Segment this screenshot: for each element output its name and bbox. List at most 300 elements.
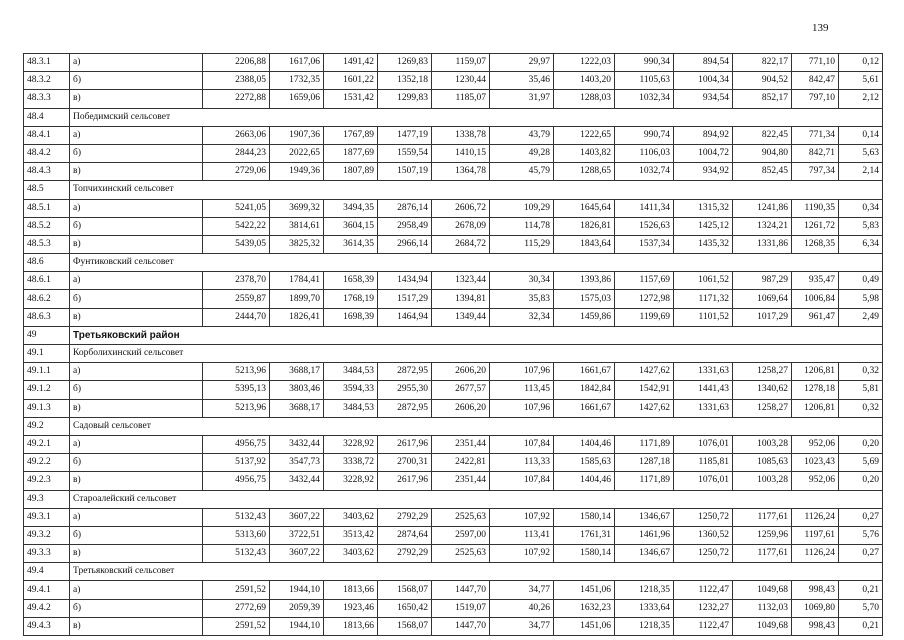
value-cell: 3338,72 <box>324 454 378 472</box>
value-cell: 3722,51 <box>270 526 324 544</box>
section-title: Победимский сельсовет <box>70 108 883 126</box>
table-row <box>24 217 883 235</box>
value-cell: 1230,44 <box>432 72 490 90</box>
row-code: 49.2 <box>24 417 70 435</box>
value-cell: 107,92 <box>490 545 554 563</box>
value-cell: 822,17 <box>733 54 792 72</box>
value-cell: 797,34 <box>792 163 839 181</box>
row-code: 49.4 <box>24 563 70 581</box>
value-cell: 1333,64 <box>615 599 674 617</box>
value-cell: 1331,63 <box>674 363 733 381</box>
value-cell: 1519,07 <box>432 599 490 617</box>
table-row <box>24 144 883 162</box>
value-cell: 1157,69 <box>615 272 674 290</box>
value-cell: 990,34 <box>615 54 674 72</box>
value-cell: 5,63 <box>839 144 883 162</box>
row-code: 49.2.3 <box>24 472 70 490</box>
value-cell: 1427,62 <box>615 399 674 417</box>
value-cell: 3607,22 <box>270 545 324 563</box>
table-row <box>24 472 883 490</box>
value-cell: 822,45 <box>733 126 792 144</box>
value-cell: 2617,96 <box>378 472 432 490</box>
value-cell: 894,54 <box>674 54 733 72</box>
value-cell: 1126,24 <box>792 545 839 563</box>
value-cell: 5,76 <box>839 526 883 544</box>
row-subitem: а) <box>70 126 203 144</box>
value-cell: 34,77 <box>490 581 554 599</box>
value-cell: 1259,96 <box>733 526 792 544</box>
value-cell: 3594,33 <box>324 381 378 399</box>
value-cell: 1004,34 <box>674 72 733 90</box>
value-cell: 2677,57 <box>432 381 490 399</box>
value-cell: 1393,86 <box>554 272 615 290</box>
value-cell: 1394,81 <box>432 290 490 308</box>
value-cell: 2422,81 <box>432 454 490 472</box>
value-cell: 5213,96 <box>203 399 270 417</box>
value-cell: 0,32 <box>839 399 883 417</box>
value-cell: 1542,91 <box>615 381 674 399</box>
row-code: 49.3.3 <box>24 545 70 563</box>
value-cell: 5313,60 <box>203 526 270 544</box>
section-title: Третьяковский сельсовет <box>70 563 883 581</box>
value-cell: 1288,65 <box>554 163 615 181</box>
value-cell: 1537,34 <box>615 235 674 253</box>
value-cell: 45,79 <box>490 163 554 181</box>
value-cell: 3432,44 <box>270 472 324 490</box>
value-cell: 1324,21 <box>733 217 792 235</box>
value-cell: 1171,89 <box>615 435 674 453</box>
value-cell: 1006,84 <box>792 290 839 308</box>
value-cell: 1338,78 <box>432 126 490 144</box>
value-cell: 113,45 <box>490 381 554 399</box>
value-cell: 5,98 <box>839 290 883 308</box>
value-cell: 1323,44 <box>432 272 490 290</box>
value-cell: 1261,72 <box>792 217 839 235</box>
value-cell: 1003,28 <box>733 472 792 490</box>
row-code: 49.4.3 <box>24 617 70 635</box>
value-cell: 1003,28 <box>733 435 792 453</box>
value-cell: 1732,35 <box>270 72 324 90</box>
value-cell: 107,84 <box>490 472 554 490</box>
table-row <box>24 399 883 417</box>
district-title: Третьяковский район <box>70 326 883 344</box>
value-cell: 3432,44 <box>270 435 324 453</box>
table-row <box>24 581 883 599</box>
table-row <box>24 363 883 381</box>
value-cell: 1447,70 <box>432 581 490 599</box>
value-cell: 5,69 <box>839 454 883 472</box>
value-cell: 32,34 <box>490 308 554 326</box>
value-cell: 0,20 <box>839 435 883 453</box>
row-subitem: б) <box>70 454 203 472</box>
value-cell: 894,92 <box>674 126 733 144</box>
value-cell: 1171,32 <box>674 290 733 308</box>
row-code: 49.1.3 <box>24 399 70 417</box>
value-cell: 1346,67 <box>615 545 674 563</box>
value-cell: 1346,67 <box>615 508 674 526</box>
value-cell: 3403,62 <box>324 508 378 526</box>
value-cell: 1049,68 <box>733 581 792 599</box>
page-number: 139 <box>812 22 829 34</box>
value-cell: 1427,62 <box>615 363 674 381</box>
value-cell: 2022,65 <box>270 144 324 162</box>
value-cell: 43,79 <box>490 126 554 144</box>
value-cell: 0,49 <box>839 272 883 290</box>
value-cell: 952,06 <box>792 435 839 453</box>
value-cell: 934,54 <box>674 90 733 108</box>
value-cell: 1132,03 <box>733 599 792 617</box>
value-cell: 1032,34 <box>615 90 674 108</box>
value-cell: 1085,63 <box>733 454 792 472</box>
row-code: 49.3 <box>24 490 70 508</box>
value-cell: 1185,07 <box>432 90 490 108</box>
value-cell: 1568,07 <box>378 581 432 599</box>
value-cell: 1258,27 <box>733 363 792 381</box>
row-subitem: в) <box>70 235 203 253</box>
value-cell: 1258,27 <box>733 399 792 417</box>
value-cell: 1122,47 <box>674 581 733 599</box>
value-cell: 842,47 <box>792 72 839 90</box>
row-code: 48.3.3 <box>24 90 70 108</box>
value-cell: 987,29 <box>733 272 792 290</box>
value-cell: 1197,61 <box>792 526 839 544</box>
row-subitem: б) <box>70 599 203 617</box>
value-cell: 1477,19 <box>378 126 432 144</box>
value-cell: 2872,95 <box>378 399 432 417</box>
value-cell: 1171,89 <box>615 472 674 490</box>
value-cell: 1190,35 <box>792 199 839 217</box>
value-cell: 2591,52 <box>203 581 270 599</box>
value-cell: 1949,36 <box>270 163 324 181</box>
value-cell: 1105,63 <box>615 72 674 90</box>
value-cell: 2525,63 <box>432 545 490 563</box>
row-code: 48.6.3 <box>24 308 70 326</box>
row-code: 48.4 <box>24 108 70 126</box>
table-row <box>24 508 883 526</box>
section-title: Староалейский сельсовет <box>70 490 883 508</box>
value-cell: 1364,78 <box>432 163 490 181</box>
table-body <box>24 54 883 636</box>
value-cell: 2378,70 <box>203 272 270 290</box>
value-cell: 1813,66 <box>324 581 378 599</box>
value-cell: 1767,89 <box>324 126 378 144</box>
value-cell: 1268,35 <box>792 235 839 253</box>
value-cell: 1023,43 <box>792 454 839 472</box>
value-cell: 2700,31 <box>378 454 432 472</box>
section-title: Садовый сельсовет <box>70 417 883 435</box>
value-cell: 1331,63 <box>674 399 733 417</box>
value-cell: 1645,64 <box>554 199 615 217</box>
value-cell: 1222,65 <box>554 126 615 144</box>
section-title: Топчихинский сельсовет <box>70 181 883 199</box>
value-cell: 1659,06 <box>270 90 324 108</box>
value-cell: 3513,42 <box>324 526 378 544</box>
value-cell: 5137,92 <box>203 454 270 472</box>
value-cell: 1899,70 <box>270 290 324 308</box>
row-subitem: в) <box>70 399 203 417</box>
value-cell: 1232,27 <box>674 599 733 617</box>
value-cell: 0,27 <box>839 508 883 526</box>
value-cell: 1122,47 <box>674 617 733 635</box>
value-cell: 1813,66 <box>324 617 378 635</box>
row-code: 49.1.1 <box>24 363 70 381</box>
value-cell: 1658,39 <box>324 272 378 290</box>
value-cell: 3228,92 <box>324 472 378 490</box>
value-cell: 1575,03 <box>554 290 615 308</box>
row-code: 48.5.3 <box>24 235 70 253</box>
value-cell: 5422,22 <box>203 217 270 235</box>
value-cell: 1206,81 <box>792 399 839 417</box>
value-cell: 115,29 <box>490 235 554 253</box>
value-cell: 3825,32 <box>270 235 324 253</box>
value-cell: 2606,20 <box>432 399 490 417</box>
value-cell: 1451,06 <box>554 617 615 635</box>
value-cell: 1447,70 <box>432 617 490 635</box>
value-cell: 1206,81 <box>792 363 839 381</box>
value-cell: 1441,43 <box>674 381 733 399</box>
value-cell: 1004,72 <box>674 144 733 162</box>
value-cell: 1177,61 <box>733 545 792 563</box>
row-code: 48.6.1 <box>24 272 70 290</box>
row-code: 48.3.1 <box>24 54 70 72</box>
value-cell: 5439,05 <box>203 235 270 253</box>
value-cell: 1461,96 <box>615 526 674 544</box>
value-cell: 852,17 <box>733 90 792 108</box>
row-subitem: а) <box>70 435 203 453</box>
value-cell: 5132,43 <box>203 545 270 563</box>
section-row <box>24 181 883 199</box>
table-row <box>24 526 883 544</box>
value-cell: 1049,68 <box>733 617 792 635</box>
value-cell: 35,83 <box>490 290 554 308</box>
value-cell: 1106,03 <box>615 144 674 162</box>
row-subitem: в) <box>70 308 203 326</box>
value-cell: 1411,34 <box>615 199 674 217</box>
section-row <box>24 345 883 363</box>
row-code: 49.2.2 <box>24 454 70 472</box>
row-code: 49.3.1 <box>24 508 70 526</box>
value-cell: 1076,01 <box>674 472 733 490</box>
table-row <box>24 599 883 617</box>
value-cell: 3614,35 <box>324 235 378 253</box>
value-cell: 990,74 <box>615 126 674 144</box>
value-cell: 1434,94 <box>378 272 432 290</box>
row-subitem: а) <box>70 272 203 290</box>
value-cell: 0,27 <box>839 545 883 563</box>
value-cell: 1526,63 <box>615 217 674 235</box>
value-cell: 1287,18 <box>615 454 674 472</box>
value-cell: 1272,98 <box>615 290 674 308</box>
value-cell: 0,32 <box>839 363 883 381</box>
value-cell: 1218,35 <box>615 617 674 635</box>
value-cell: 1126,24 <box>792 508 839 526</box>
row-code: 49.1 <box>24 345 70 363</box>
value-cell: 998,43 <box>792 581 839 599</box>
row-subitem: в) <box>70 472 203 490</box>
row-code: 48.3.2 <box>24 72 70 90</box>
value-cell: 1923,46 <box>324 599 378 617</box>
value-cell: 1661,67 <box>554 399 615 417</box>
value-cell: 114,78 <box>490 217 554 235</box>
value-cell: 1404,46 <box>554 472 615 490</box>
value-cell: 961,47 <box>792 308 839 326</box>
value-cell: 0,21 <box>839 617 883 635</box>
value-cell: 1069,64 <box>733 290 792 308</box>
value-cell: 952,06 <box>792 472 839 490</box>
value-cell: 1410,15 <box>432 144 490 162</box>
tariff-table <box>23 53 883 636</box>
value-cell: 2966,14 <box>378 235 432 253</box>
value-cell: 5241,05 <box>203 199 270 217</box>
value-cell: 1435,32 <box>674 235 733 253</box>
table-row <box>24 381 883 399</box>
value-cell: 1580,14 <box>554 508 615 526</box>
table-row <box>24 235 883 253</box>
row-subitem: б) <box>70 526 203 544</box>
value-cell: 1568,07 <box>378 617 432 635</box>
value-cell: 3494,35 <box>324 199 378 217</box>
value-cell: 1185,81 <box>674 454 733 472</box>
table-row <box>24 545 883 563</box>
value-cell: 1403,20 <box>554 72 615 90</box>
value-cell: 2597,00 <box>432 526 490 544</box>
value-cell: 1250,72 <box>674 508 733 526</box>
value-cell: 109,29 <box>490 199 554 217</box>
value-cell: 2678,09 <box>432 217 490 235</box>
value-cell: 3484,53 <box>324 363 378 381</box>
value-cell: 35,46 <box>490 72 554 90</box>
value-cell: 1425,12 <box>674 217 733 235</box>
row-code: 48.6.2 <box>24 290 70 308</box>
value-cell: 2059,39 <box>270 599 324 617</box>
value-cell: 1269,83 <box>378 54 432 72</box>
row-subitem: а) <box>70 508 203 526</box>
row-code: 48.4.3 <box>24 163 70 181</box>
row-subitem: б) <box>70 144 203 162</box>
value-cell: 904,52 <box>733 72 792 90</box>
row-subitem: а) <box>70 54 203 72</box>
value-cell: 2874,64 <box>378 526 432 544</box>
value-cell: 1340,62 <box>733 381 792 399</box>
value-cell: 1944,10 <box>270 617 324 635</box>
value-cell: 113,41 <box>490 526 554 544</box>
value-cell: 2663,06 <box>203 126 270 144</box>
value-cell: 3403,62 <box>324 545 378 563</box>
value-cell: 2684,72 <box>432 235 490 253</box>
value-cell: 1360,52 <box>674 526 733 544</box>
value-cell: 4956,75 <box>203 472 270 490</box>
value-cell: 5,61 <box>839 72 883 90</box>
section-row <box>24 108 883 126</box>
value-cell: 1507,19 <box>378 163 432 181</box>
row-code: 48.5.2 <box>24 217 70 235</box>
value-cell: 2206,88 <box>203 54 270 72</box>
value-cell: 3699,32 <box>270 199 324 217</box>
value-cell: 0,14 <box>839 126 883 144</box>
value-cell: 34,77 <box>490 617 554 635</box>
value-cell: 3484,53 <box>324 399 378 417</box>
value-cell: 1698,39 <box>324 308 378 326</box>
value-cell: 1278,18 <box>792 381 839 399</box>
value-cell: 1601,22 <box>324 72 378 90</box>
value-cell: 5395,13 <box>203 381 270 399</box>
value-cell: 1531,42 <box>324 90 378 108</box>
value-cell: 2388,05 <box>203 72 270 90</box>
table-row <box>24 163 883 181</box>
value-cell: 1585,63 <box>554 454 615 472</box>
value-cell: 5,70 <box>839 599 883 617</box>
value-cell: 31,97 <box>490 90 554 108</box>
section-row <box>24 490 883 508</box>
value-cell: 1842,84 <box>554 381 615 399</box>
value-cell: 5,83 <box>839 217 883 235</box>
table-row <box>24 617 883 635</box>
value-cell: 2617,96 <box>378 435 432 453</box>
row-code: 48.5 <box>24 181 70 199</box>
value-cell: 3228,92 <box>324 435 378 453</box>
value-cell: 1177,61 <box>733 508 792 526</box>
value-cell: 3803,46 <box>270 381 324 399</box>
value-cell: 3604,15 <box>324 217 378 235</box>
value-cell: 904,80 <box>733 144 792 162</box>
value-cell: 1349,44 <box>432 308 490 326</box>
row-code: 49.4.1 <box>24 581 70 599</box>
value-cell: 4956,75 <box>203 435 270 453</box>
value-cell: 2792,29 <box>378 545 432 563</box>
table-row <box>24 290 883 308</box>
table-row <box>24 199 883 217</box>
value-cell: 2,49 <box>839 308 883 326</box>
value-cell: 1944,10 <box>270 581 324 599</box>
value-cell: 2559,87 <box>203 290 270 308</box>
row-subitem: б) <box>70 217 203 235</box>
row-code: 48.4.1 <box>24 126 70 144</box>
value-cell: 1222,03 <box>554 54 615 72</box>
value-cell: 935,47 <box>792 272 839 290</box>
value-cell: 1761,31 <box>554 526 615 544</box>
value-cell: 1069,80 <box>792 599 839 617</box>
value-cell: 1331,86 <box>733 235 792 253</box>
value-cell: 3814,61 <box>270 217 324 235</box>
value-cell: 107,84 <box>490 435 554 453</box>
value-cell: 1241,86 <box>733 199 792 217</box>
row-code: 49.4.2 <box>24 599 70 617</box>
value-cell: 842,71 <box>792 144 839 162</box>
row-code: 49.1.2 <box>24 381 70 399</box>
value-cell: 1199,69 <box>615 308 674 326</box>
value-cell: 2,12 <box>839 90 883 108</box>
row-subitem: а) <box>70 199 203 217</box>
table-row <box>24 435 883 453</box>
value-cell: 1843,64 <box>554 235 615 253</box>
value-cell: 2844,23 <box>203 144 270 162</box>
row-code: 48.4.2 <box>24 144 70 162</box>
row-subitem: а) <box>70 581 203 599</box>
value-cell: 30,34 <box>490 272 554 290</box>
value-cell: 2272,88 <box>203 90 270 108</box>
value-cell: 1076,01 <box>674 435 733 453</box>
row-subitem: в) <box>70 617 203 635</box>
table-row <box>24 72 883 90</box>
value-cell: 1032,74 <box>615 163 674 181</box>
value-cell: 1404,46 <box>554 435 615 453</box>
value-cell: 1017,29 <box>733 308 792 326</box>
value-cell: 1299,83 <box>378 90 432 108</box>
value-cell: 1826,41 <box>270 308 324 326</box>
value-cell: 1826,81 <box>554 217 615 235</box>
value-cell: 40,26 <box>490 599 554 617</box>
value-cell: 1451,06 <box>554 581 615 599</box>
